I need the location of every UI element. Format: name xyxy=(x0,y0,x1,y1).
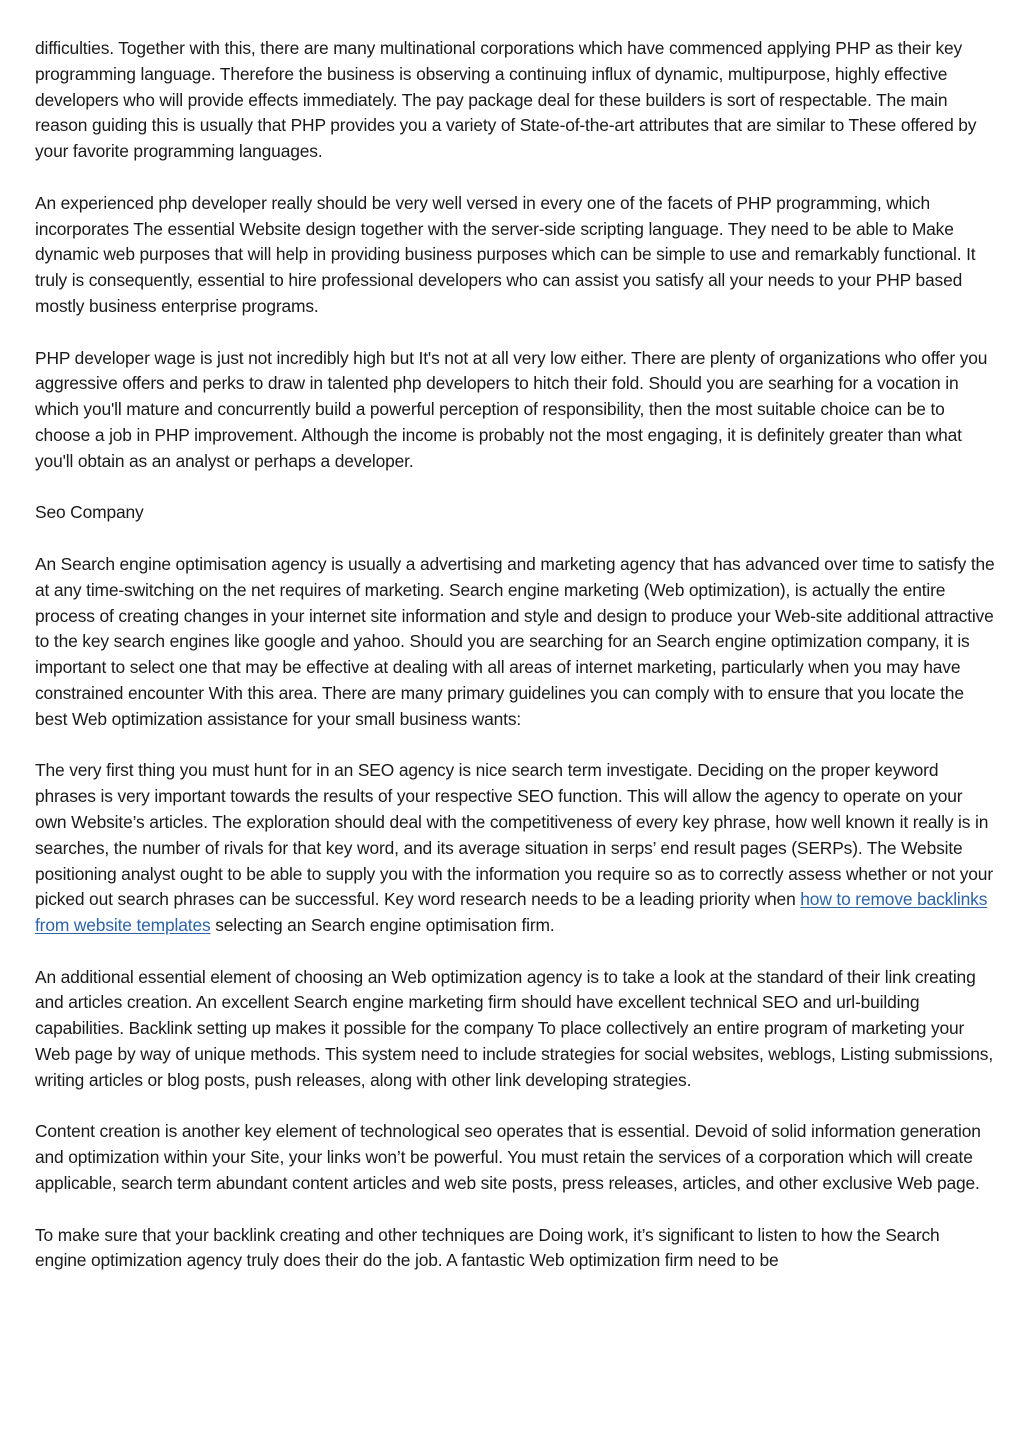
paragraph-link-building: An additional essential element of choosing an Web optimization agency is to take a look at the standard of their link creating and articles creation. An excellent Search engine marketing firm should have excellent technical SEO and url-building capabilities. Backlink setting up makes it possible for the company To place collectively an entire program of marketing your Web page by way of unique methods. This system need to include strategies for social websites, weblogs, Listing submissions, writing articles or blog posts, push releases, along with other link developing strategies. xyxy=(35,966,994,1090)
paragraph-monitoring-techniques: To make sure that your backlink creating and other techniques are Doing work, it’s significant to listen to how the Search engine optimization agency truly does their do the job. A fantastic Web optimization firm need to be xyxy=(35,1224,940,1271)
document-body xyxy=(35,36,995,1300)
keyword-research-text-after-link: selecting an Search engine optimisation firm. xyxy=(210,915,555,936)
section-heading-seo-company: Seo Company xyxy=(35,502,144,523)
keyword-research-text-before-link: The very first thing you must hunt for in an SEO agency is nice search term investigate. Deciding on the proper keyword phrases is very important towards the results of your respective SEO function. This will allow the agency to operate on your own Website’s articles. The exploration should deal with the competitiveness of every key phrase, how well known it really is in searches, the number of rivals for that key word, and its average situation in serps’ end result pages (SERPs). The Website positioning analyst ought to be able to supply you with the information you require so as to correctly assess whether or not your picked out search phrases can be successful. Key word research needs to be a leading priority when xyxy=(35,760,993,910)
paragraph-seo-agency-intro: An Search engine optimisation agency is usually a advertising and marketing agency that has advanced over time to satisfy the at any time-switching on the net requires of marketing. Search engine marketing (Web optimization), is actually the entire process of creating changes in your internet site information and style and design to produce your Web-site additional attractive to the key search engines like google and yahoo. Should you are searching for an Search engine optimization company, it is important to select one that may be effective at dealing with all areas of internet marketing, particularly when you may have constrained encounter With this area. There are many primary guidelines you can comply with to ensure that you locate the best Web optimization assistance for your small business wants: xyxy=(35,553,995,729)
paragraph-content-creation: Content creation is another key element of technological seo operates that is essential. Devoid of solid information generation and optimization within your Site, your links won’t be powerful. You must retain the services of a corporation which will create applicable, search term abundant content articles and web site posts, press releases, articles, and other exclusive Web page. xyxy=(35,1121,981,1194)
paragraph-experienced-php-developer: An experienced php developer really should be very well versed in every one of the facets of PHP programming, which incorporates The essential Website design together with the server-side scripting language. They need to be able to Make dynamic web purposes that will help in providing business purposes which can be simple to use and remarkably functional. It truly is consequently, essential to hire professional developers who can assist you satisfy all your needs to your PHP based mostly business enterprise programs. xyxy=(35,192,976,316)
paragraph-php-developer-wage: PHP developer wage is just not incredibly high but It's not at all very low either. There are plenty of organizations who offer you aggressive offers and perks to draw in talented php developers to hitch their fold. Should you are searhing for a vocation in which you'll mature and concurrently build a powerful perception of responsibility, then the most suitable choice can be to choose a job in PHP improvement. Although the income is probably not the most engaging, it is definitely greater than what you'll obtain as an analyst or perhaps a developer. xyxy=(35,347,988,471)
paragraph-php-corporations: difficulties. Together with this, there are many multinational corporations which have commenced applying PHP as their key programming language. Therefore the business is observing a continuing influx of dynamic, multipurpose, highly effective developers who will provide effects immediately. The pay package deal for these builders is sort of respectable. The main reason guiding this is usually that PHP provides you a variety of State-of-the-art attributes that are similar to These offered by your favorite programming languages. xyxy=(35,38,977,162)
paragraph-keyword-research xyxy=(35,758,995,939)
remove-backlinks-link[interactable]: how to remove backlinks from website templates xyxy=(35,889,988,936)
